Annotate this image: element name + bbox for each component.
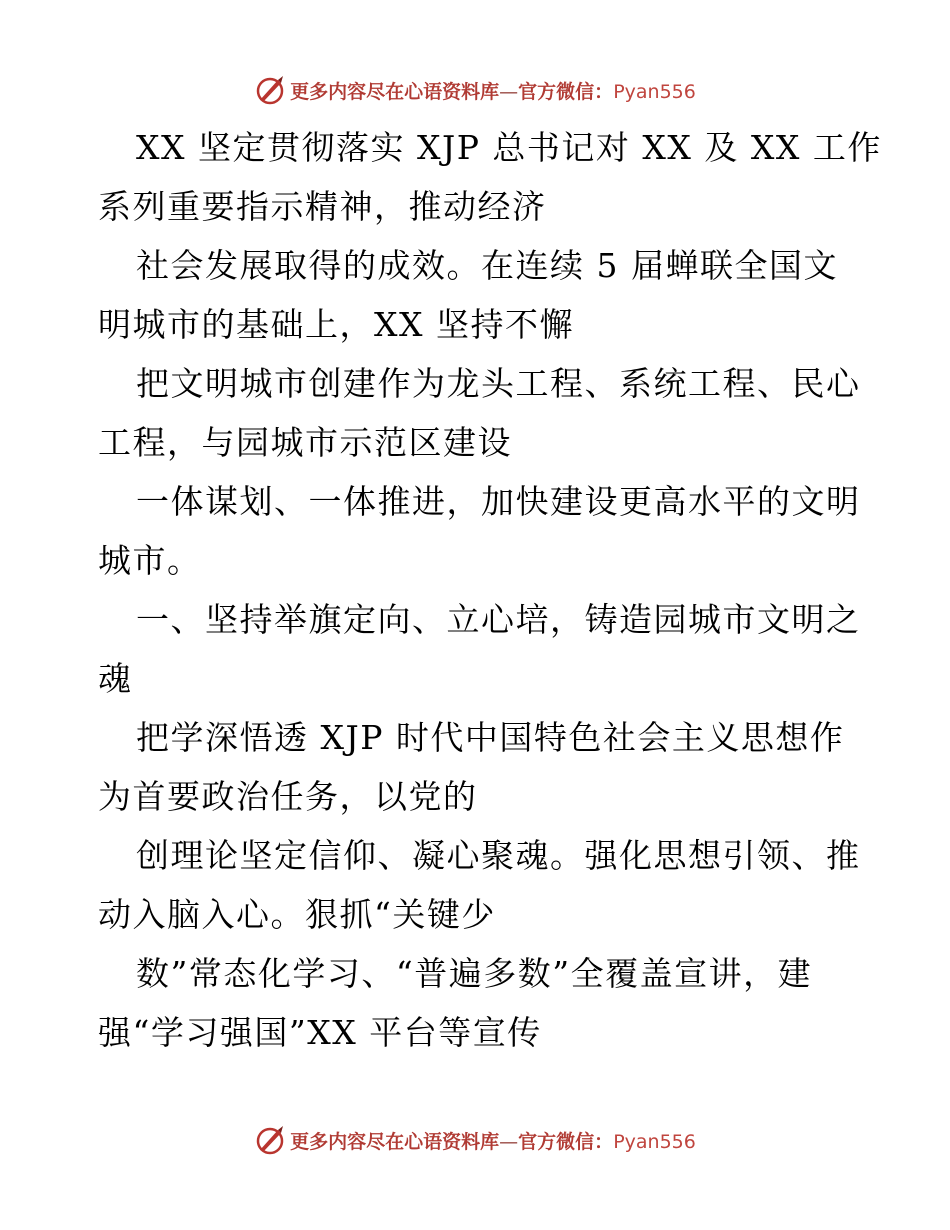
text-line: 为首要政治任务，以党的: [98, 777, 478, 816]
text-line: 明城市的基础上，XX 坚持不懈: [98, 305, 574, 344]
banner-dash: —: [499, 1130, 519, 1153]
text-line: 把学深悟透 XJP 时代中国特色社会主义思想作: [136, 718, 845, 757]
banner-text: [290, 77, 696, 104]
footer-banner: [0, 1120, 950, 1160]
banner-dash: —: [499, 80, 519, 103]
feather-pen-logo-icon: [254, 1124, 286, 1156]
banner-wechat-id: Pyan556: [613, 80, 696, 103]
section-heading-line: 一、坚持举旗定向、立心培，铸造园城市文明之: [136, 600, 861, 639]
text-line: 强“学习强国”XX 平台等宣传: [98, 1013, 542, 1052]
text-line: 系列重要指示精神，推动经济: [98, 187, 547, 226]
text-line: 社会发展取得的成效。在连续 5 届蝉联全国文: [136, 246, 838, 285]
header-banner: [0, 70, 950, 110]
text-line: XX 坚定贯彻落实 XJP 总书记对 XX 及 XX 工作: [136, 128, 882, 167]
document-body: [98, 118, 882, 1062]
text-line: 把文明城市创建作为龙头工程、系统工程、民心: [136, 364, 861, 403]
text-line: 动入脑入心。狠抓“关键少: [98, 895, 496, 934]
banner-content: [254, 1124, 696, 1156]
text-line: 创理论坚定信仰、凝心聚魂。强化思想引领、推: [136, 836, 861, 875]
text-line: 城市。: [98, 541, 202, 580]
banner-site-name: 更多内容尽在心语资料库: [290, 80, 500, 103]
text-line: 一体谋划、一体推进，加快建设更高水平的文明: [136, 482, 861, 521]
feather-pen-logo-icon: [254, 74, 286, 106]
text-line: 工程，与园城市示范区建设: [98, 423, 512, 462]
banner-text: [290, 1127, 696, 1154]
section-heading-line: 魂: [98, 659, 133, 698]
banner-site-name: 更多内容尽在心语资料库: [290, 1130, 500, 1153]
banner-content: [254, 74, 696, 106]
text-line: 数”常态化学习、“普遍多数”全覆盖宣讲，建: [136, 954, 813, 993]
banner-wechat-id: Pyan556: [613, 1130, 696, 1153]
banner-wechat-label: 官方微信：: [518, 1130, 614, 1153]
banner-wechat-label: 官方微信：: [518, 80, 614, 103]
